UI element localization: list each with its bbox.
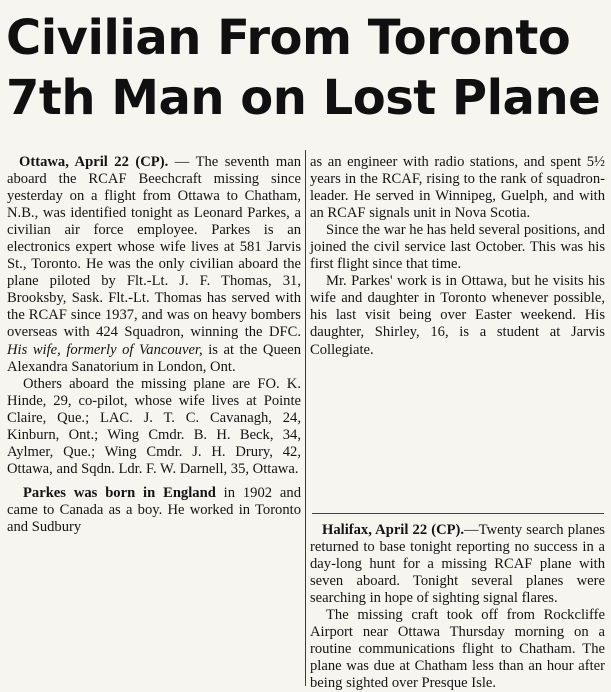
story1-paragraph-1 bbox=[7, 154, 301, 376]
story2 bbox=[310, 522, 605, 692]
story2-paragraph-2: The missing craft took off from Rockcliffe Airport near Ottawa Thursday morning on a routine communications flight to Chatham. The plane was due at Chatham less than an hour after being sighted over Presque Isle. bbox=[310, 607, 605, 692]
headline bbox=[6, 8, 606, 128]
column-left bbox=[7, 154, 301, 684]
column-right bbox=[310, 154, 605, 692]
story1-p1-italic: His wife, formerly of Vancouver, bbox=[7, 341, 203, 358]
story1-dateline: Ottawa, April 22 (CP). bbox=[19, 154, 169, 170]
story1-paragraph-3 bbox=[7, 485, 301, 536]
story-separator-rule bbox=[312, 513, 604, 514]
story1-paragraph-4: Since the war he has held several positions, and joined the civil service last October. This was his first flight since that time. bbox=[310, 222, 605, 273]
story1-p1-end: is at the Queen Alexandra Sanatorium in London, Ont. bbox=[7, 341, 302, 375]
story2-p1-text: —Twenty search planes returned to base tonight reporting no success in a day-long hunt for a missing RCAF plane with seven aboard. Tonight several planes were searching in hope of sighting signal flares. bbox=[310, 522, 605, 607]
story1-p1-text: — The seventh man aboard the RCAF Beechcraft missing since yesterday on a flight from Ottawa to Chatham, N.B., was identified tonight as Leonard Parkes, a civilian air force employee. Parkes is an electronics expert whose wife lives at 581 Jarvis St., Toronto. He was the only civilian aboard the plane piloted by Flt.-Lt. J. F. Thomas, 31, Brooksby, Sask. Flt.-Lt. Thomas has served with the RCAF since 1937, and was on heavy bombers overseas with 424 Squadron, winning the DFC. bbox=[7, 154, 301, 341]
story2-paragraph-1 bbox=[310, 522, 605, 607]
headline-line-2: 7th Man on Lost Plane bbox=[6, 70, 601, 126]
column-divider bbox=[305, 150, 306, 686]
story1-lead-in: Parkes was born in England bbox=[23, 484, 216, 501]
story1-paragraph-5: Mr. Parkes' work is in Ottawa, but he visits his wife and daughter in Toronto whenever possible, his last visit being over Easter weekend. His daughter, Shirley, 16, is a student at Jarvis Collegiate. bbox=[310, 273, 605, 358]
headline-line-1: Civilian From Toronto bbox=[6, 10, 571, 66]
story1-paragraph-3-continued: as an engineer with radio stations, and spent 5½ years in the RCAF, rising to the rank of squadron-leader. He served in Winnipeg, Guelph, and with an RCAF signals unit in Nova Scotia. bbox=[310, 154, 605, 222]
story1-p3-start: in 1902 and came to Canada as a boy. He worked in Toronto and Sudbury bbox=[7, 484, 301, 535]
story2-dateline: Halifax, April 22 (CP). bbox=[322, 522, 465, 538]
story1-paragraph-2: Others aboard the missing plane are FO. K. Hinde, 29, co-pilot, whose wife lives at Pointe Claire, Que.; LAC. J. T. C. Cavanagh, 24, Kinburn, Ont.; Wing Cmdr. B. H. Beck, 34, Aylmer, Que.; Wing Cmdr. J. H. Drury, 42, Ottawa, and Sqdn. Ldr. F. W. Darnell, 35, Ottawa. bbox=[7, 375, 301, 477]
